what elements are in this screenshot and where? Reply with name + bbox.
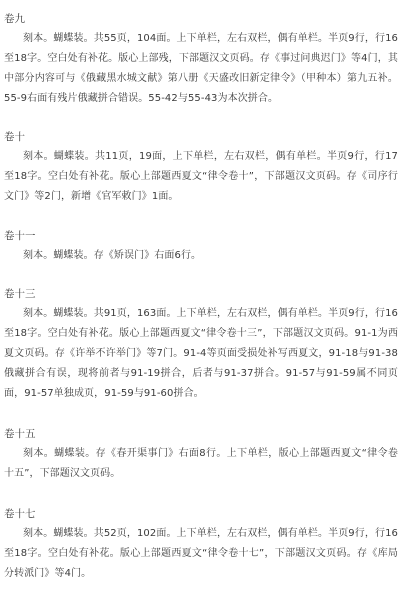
section-paragraph: 刻本。蝴蝶装。共55页，104面。上下单栏，左右双栏，偶有单栏。半页9行，行16至18字。空白处有补花。版心上部残，下部题汉文页码。存《事过问典迟门》等4门，其中部分内容可与《俄藏黑水城文献》第八册《天盛改旧新定律令》（甲种本）第九五补。55-9右面有残片俄藏拼合错误。55-42与55-43为本次拼合。 — [4, 33, 398, 104]
section-heading: 卷十一 — [4, 230, 36, 242]
section-juan-15 — [4, 424, 398, 484]
section-heading: 卷九 — [4, 13, 25, 25]
section-juan-9 — [4, 9, 398, 109]
section-juan-13 — [4, 284, 398, 404]
section-juan-17 — [4, 504, 398, 584]
section-paragraph: 刻本。蝴蝶装。存《春开渠事门》右面8行。上下单栏，版心上部题西夏文“律令卷十五”，下部题汉文页码。 — [4, 448, 398, 479]
section-juan-11 — [4, 226, 398, 266]
section-heading: 卷十 — [4, 131, 25, 143]
section-heading: 卷十三 — [4, 288, 36, 300]
section-heading: 卷十七 — [4, 508, 36, 520]
section-paragraph: 刻本。蝴蝶装。共11页，19面，上下单栏，左右双栏，偶有单栏。半页9行，行17至18字。空白处有补花。版心上部题西夏文“律令卷十”，下部题汉文页码。存《司序行文门》等2门，新增《官军敕门》1面。 — [4, 151, 398, 202]
section-juan-10 — [4, 127, 398, 207]
section-paragraph: 刻本。蝴蝶装。共52页，102面。上下单栏，左右双栏，偶有单栏。半页9行，行16至18字。空白处有补花。版心上部题西夏文“律令卷十七”，下部题汉文页码。存《库局分转派门》等4门。 — [4, 528, 398, 579]
section-paragraph: 刻本。蝴蝶装。共91页，163面。上下单栏，左右双栏，偶有单栏。半页9行，行16至18字。空白处有补花。版心上部题西夏文“律令卷十三”，下部题汉文页码。91-1为西夏文页码。存《许举不许举门》等7门。91-4等页面受损处补写西夏文，91-18与91-38俄藏拼合有误，现将前者与91-19拼合，后者与91-37拼合。91-57与91-59属不同页面，91-57单独成页，91-59与91-60拼合。 — [4, 308, 398, 399]
section-paragraph: 刻本。蝴蝶装。存《矫误门》右面6行。 — [23, 250, 202, 261]
section-heading: 卷十五 — [4, 428, 36, 440]
